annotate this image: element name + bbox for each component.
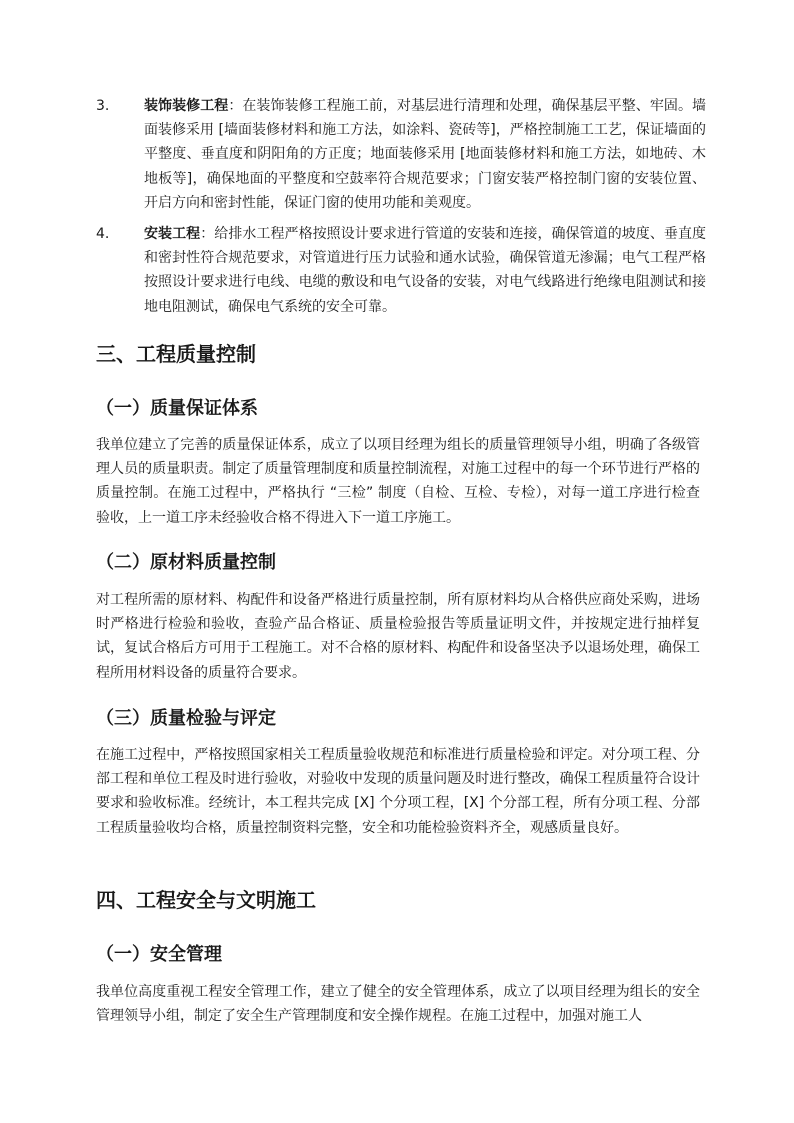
subheading-material-quality: （二）原材料质量控制 [96,552,276,573]
subheading-quality-assurance: （一）质量保证体系 [96,398,258,419]
paragraph-safety-management: 我单位高度重视工程安全管理工作，建立了健全的安全管理体系，成立了以项目经理为组长的安全管理领导小组，制定了安全生产管理制度和安全操作规程。在施工过程中，加强对施工人 [96,984,700,1025]
list-item-body: ：在装饰装修工程施工前，对基层进行清理和处理，确保基层平整、牢固。墙面装修采用 [墙面装修材料和施工方法，如涂料、瓷砖等]，严格控制施工工艺，保证墙面的平整度、垂直度和阴阳角的方正度；地面装修采用 [地面装修材料和施工方法，如地砖、木地板等]，确保地面的平整度和空鼓率符合规范要求；门窗安装严格控制门窗的安装位置、开启方向和密封性能，保证门窗的使用功能和美观度。 [144,98,707,211]
section-heading-safety: 四、工程安全与文明施工 [96,888,316,912]
list-item-title: 安装工程 [144,226,201,242]
list-item-text [144,94,706,215]
list-number: 3. [96,98,110,114]
subheading-safety-management: （一）安全管理 [96,944,222,965]
list-item-text [144,222,706,319]
subheading-quality-inspection: （三）质量检验与评定 [96,708,276,729]
list-number: 4. [96,226,110,242]
paragraph-material-quality: 对工程所需的原材料、构配件和设备严格进行质量控制，所有原材料均从合格供应商处采购，进场时严格进行检验和验收，查验产品合格证、质量检验报告等质量证明文件，并按规定进行抽样复试，复试合格后方可用于工程施工。对不合格的原材料、构配件和设备坚决予以退场处理，确保工程所用材料设备的质量符合要求。 [96,592,700,681]
paragraph-quality-assurance: 我单位建立了完善的质量保证体系，成立了以项目经理为组长的质量管理领导小组，明确了各级管理人员的质量职责。制定了质量管理制度和质量控制流程，对施工过程中的每一个环节进行严格的质量控制。在施工过程中，严格执行 “三检” 制度（自检、互检、专检），对每一道工序进行检查验收，上一道工序未经验收合格不得进入下一道工序施工。 [96,437,700,526]
section-heading-quality-control: 三、工程质量控制 [96,342,256,366]
list-item-body: ：给排水工程严格按照设计要求进行管道的安装和连接，确保管道的坡度、垂直度和密封性符合规范要求，对管道进行压力试验和通水试验，确保管道无渗漏；电气工程严格按照设计要求进行电线、电缆的敷设和电气设备的安装，对电气线路进行绝缘电阻测试和接地电阻测试，确保电气系统的安全可靠。 [144,226,707,315]
paragraph-quality-inspection: 在施工过程中，严格按照国家相关工程质量验收规范和标准进行质量检验和评定。对分项工程、分部工程和单位工程及时进行验收，对验收中发现的质量问题及时进行整改，确保工程质量符合设计要求和验收标准。经统计，本工程共完成 [X] 个分项工程，[X] 个分部工程，所有分项工程、分部工程质量验收均合格，质量控制资料完整，安全和功能检验资料齐全，观感质量良好。 [96,747,700,836]
list-item-title: 装饰装修工程 [144,98,229,114]
